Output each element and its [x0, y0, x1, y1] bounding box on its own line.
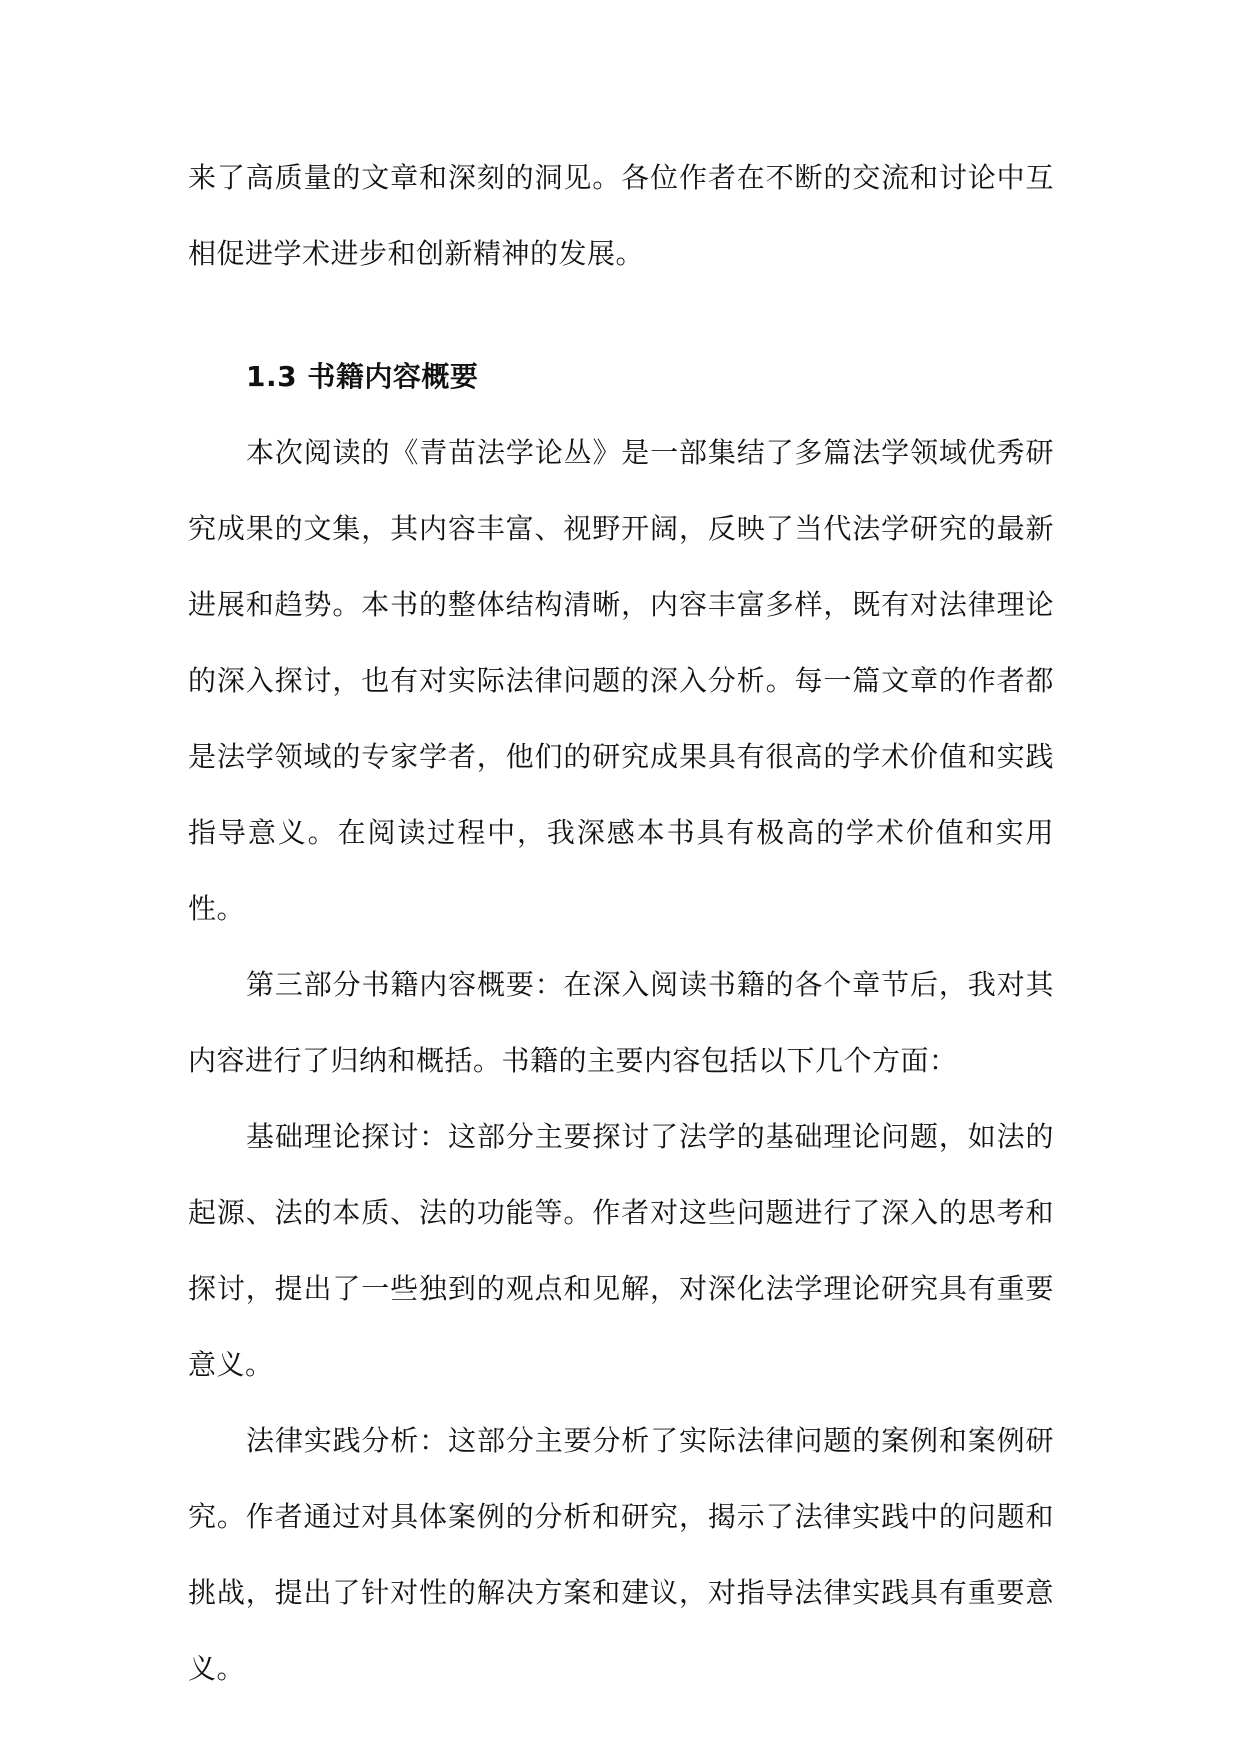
paragraph-part-three-summary: 第三部分书籍内容概要：在深入阅读书籍的各个章节后，我对其内容进行了归纳和概括。书籍的主要内容包括以下几个方面：: [188, 968, 1054, 1077]
section-heading: 1.3 书籍内容概要: [246, 360, 479, 393]
paragraph-legal-practice: 法律实践分析：这部分主要分析了实际法律问题的案例和案例研究。作者通过对具体案例的分析和研究，揭示了法律实践中的问题和挑战，提出了针对性的解决方案和建议，对指导法律实践具有重要意义。: [188, 1424, 1054, 1685]
paragraph-book-overview: 本次阅读的《青苗法学论丛》是一部集结了多篇法学领域优秀研究成果的文集，其内容丰富、视野开阔，反映了当代法学研究的最新进展和趋势。本书的整体结构清晰，内容丰富多样，既有对法律理论的深入探讨，也有对实际法律问题的深入分析。每一篇文章的作者都是法学领域的专家学者，他们的研究成果具有很高的学术价值和实践指导意义。在阅读过程中，我深感本书具有极高的学术价值和实用性。: [188, 436, 1054, 925]
document-body: [188, 140, 1054, 1707]
continuation-paragraph: 来了高质量的文章和深刻的洞见。各位作者在不断的交流和讨论中互相促进学术进步和创新精神的发展。: [188, 161, 1054, 270]
paragraph-basic-theory: 基础理论探讨：这部分主要探讨了法学的基础理论问题，如法的起源、法的本质、法的功能等。作者对这些问题进行了深入的思考和探讨，提出了一些独到的观点和见解，对深化法学理论研究具有重要意义。: [188, 1120, 1054, 1381]
